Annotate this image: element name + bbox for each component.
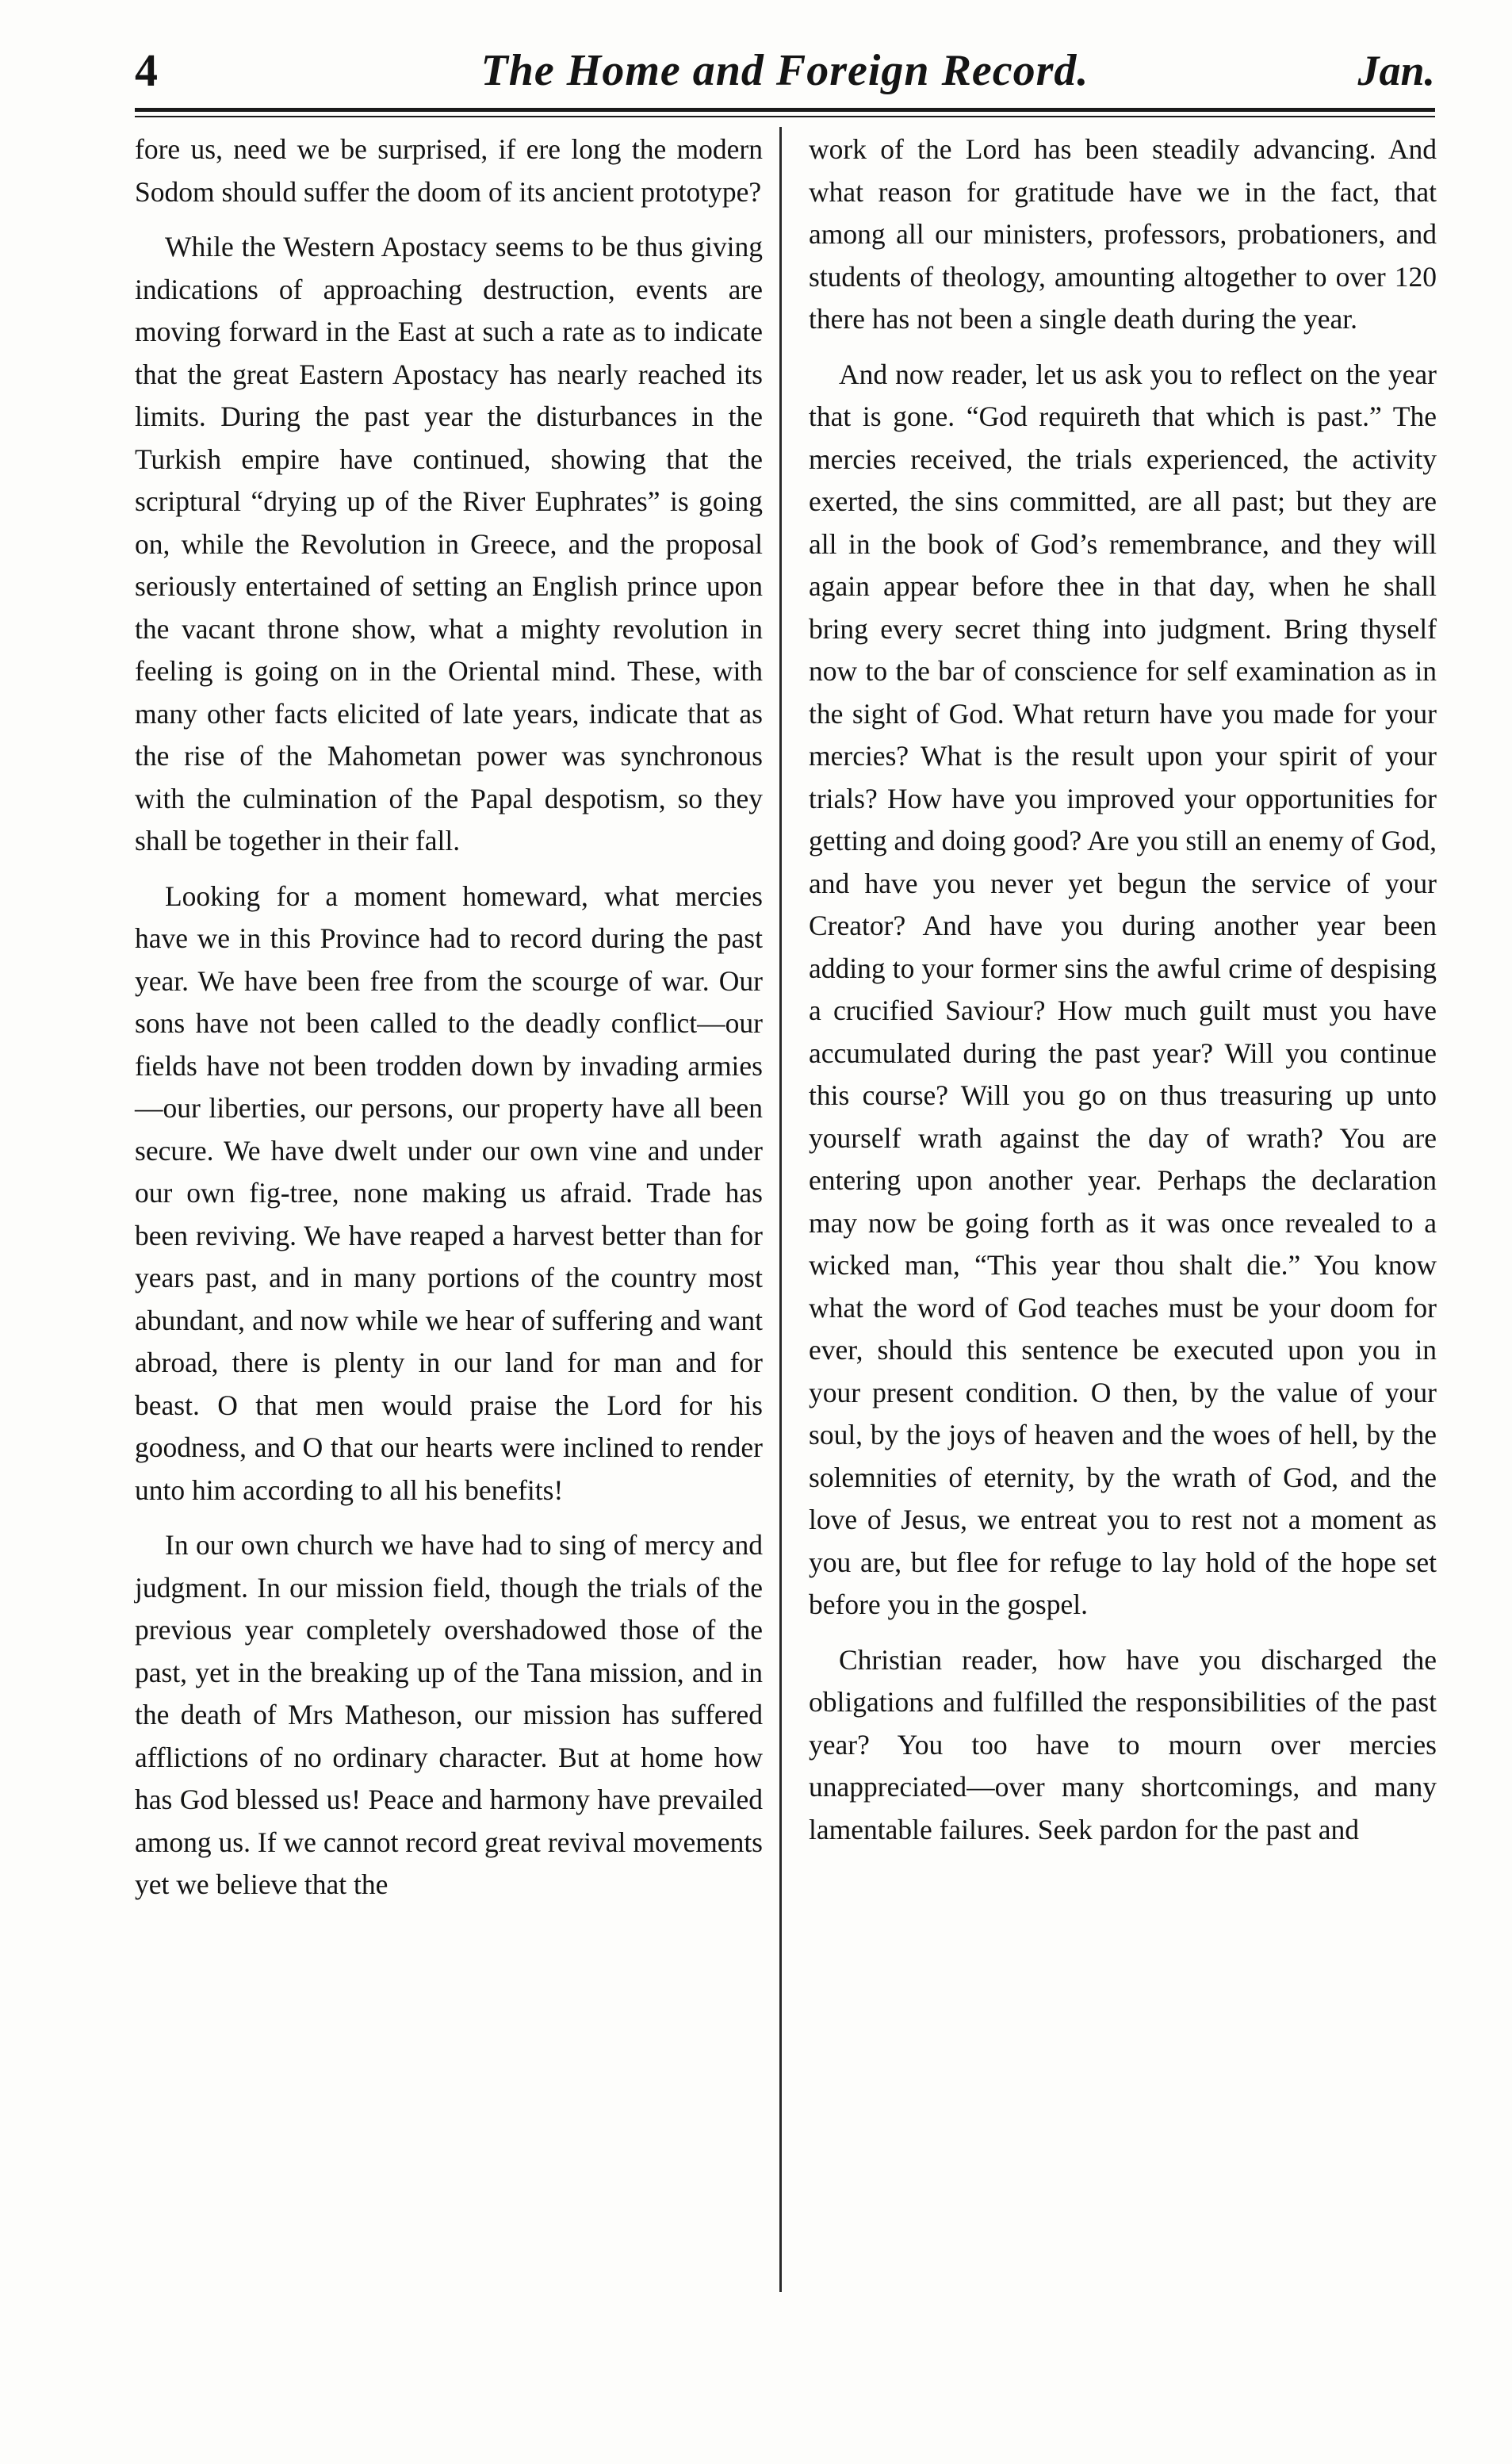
paragraph: Looking for a moment homeward, what mercies have we in this Province had to record during the past year. We have been free from the scourge of war. Our sons have not been called to the deadly conflict—our fields have not been trodden down by invading armies—our liberties, our persons, our property have all been secure. We have dwelt under our own vine and under our own fig-tree, none making us afraid. Trade has been reviving. We have reaped a harvest better than for years past, and in many portions of the country most abundant, and now while we hear of suffering and want abroad, there is plenty in our land for man and for beast. O that men would praise the Lord for his goodness, and O that our hearts were inclined to render unto him according to all his benefits! [135, 879, 763, 1506]
paragraph: fore us, need we be surprised, if ere long the modern Sodom should suffer the doom of its ancient prototype? [135, 133, 763, 208]
right-column [809, 128, 1437, 1864]
column-divider [779, 127, 782, 2292]
paragraph: While the Western Apostacy seems to be thus giving indications of approaching destruction, events are moving forward in the East at such a rate as to indicate that the great Eastern Apostacy has nearly reached its limits. During the past year the disturbances in the Turkish empire have continued, showing that the scriptural “drying up of the River Euphrates” is going on, while the Revolution in Greece, and the proposal seriously entertained of setting an English prince upon the vacant throne show, what a mighty revolution in feeling is going on in the Oriental mind. These, with many other facts elicited of late years, indicate that as the rise of the Mahometan power was synchronous with the culmination of the Papal despotism, so they shall be together in their fall. [135, 231, 763, 856]
paragraph: And now reader, let us ask you to reflect on the year that is gone. “God requireth that which is past.” The mercies received, the trials experienced, the activity exerted, the sins committed, are all past; but they are all in the book of God’s remembrance, and they will again appear before thee in that day, when he shall bring every secret thing into judgment. Bring thyself now to the bar of conscience for self examination as in the sight of God. What return have you made for your mercies? What is the result upon your spirit of your trials? How have you improved your opportunities for getting and doing good? Are you still an enemy of God, and have you never yet begun the service of your Creator? And have you during another year been adding to your former sins the awful crime of despising a crucified Saviour? How much guilt must you have accumulated during the past year? Will you continue this course? Will you go on thus treasuring up unto yourself wrath against the day of wrath? You are entering upon another year. Perhaps the declaration may now be going forth as it was once revealed to a wicked man, “This year thou shalt die.” You know what the word of God teaches must be your doom for ever, should this sentence be executed upon you in your present condition. O then, by the value of your soul, by the joys of heaven and the woes of hell, by the solemnities of eternity, by the wrath of God, and the love of Jesus, we entreat you to rest not a moment as you are, but flee for refuge to lay hold of the hope set before you in the gospel. [809, 358, 1437, 1620]
page-number: 4 [135, 44, 158, 96]
journal-title: The Home and Foreign Record. [480, 46, 1089, 95]
issue-month: Jan. [1357, 47, 1435, 94]
header-rule-thick [135, 108, 1435, 112]
paragraph: In our own church we have had to sing of mercy and judgment. In our mission field, though the trials of the previous year completely overshadowed those of the past, yet in the breaking up of the Tana mission, and in the death of Mrs Matheson, our mission has suffered afflictions of no ordinary character. But at home how has God blessed us! Peace and harmony have prevailed among us. If we cannot record great revival movements yet we believe that the [135, 1529, 763, 1900]
paragraph: work of the Lord has been steadily advancing. And what reason for gratitude have we in the fact, that among all our ministers, professors, probationers, and students of theology, amounting altogether to over 120 there has not been a single death during the year. [809, 133, 1437, 335]
running-header [135, 40, 1435, 102]
paragraph: Christian reader, how have you discharged the obligations and fulfilled the responsibilities of the past year? You too have to mourn over mercies unappreciated—over many shortcomings, and many lamentable failures. Seek pardon for the past and [809, 1643, 1437, 1845]
left-column [135, 128, 763, 1919]
header-rule-thin [135, 116, 1435, 117]
